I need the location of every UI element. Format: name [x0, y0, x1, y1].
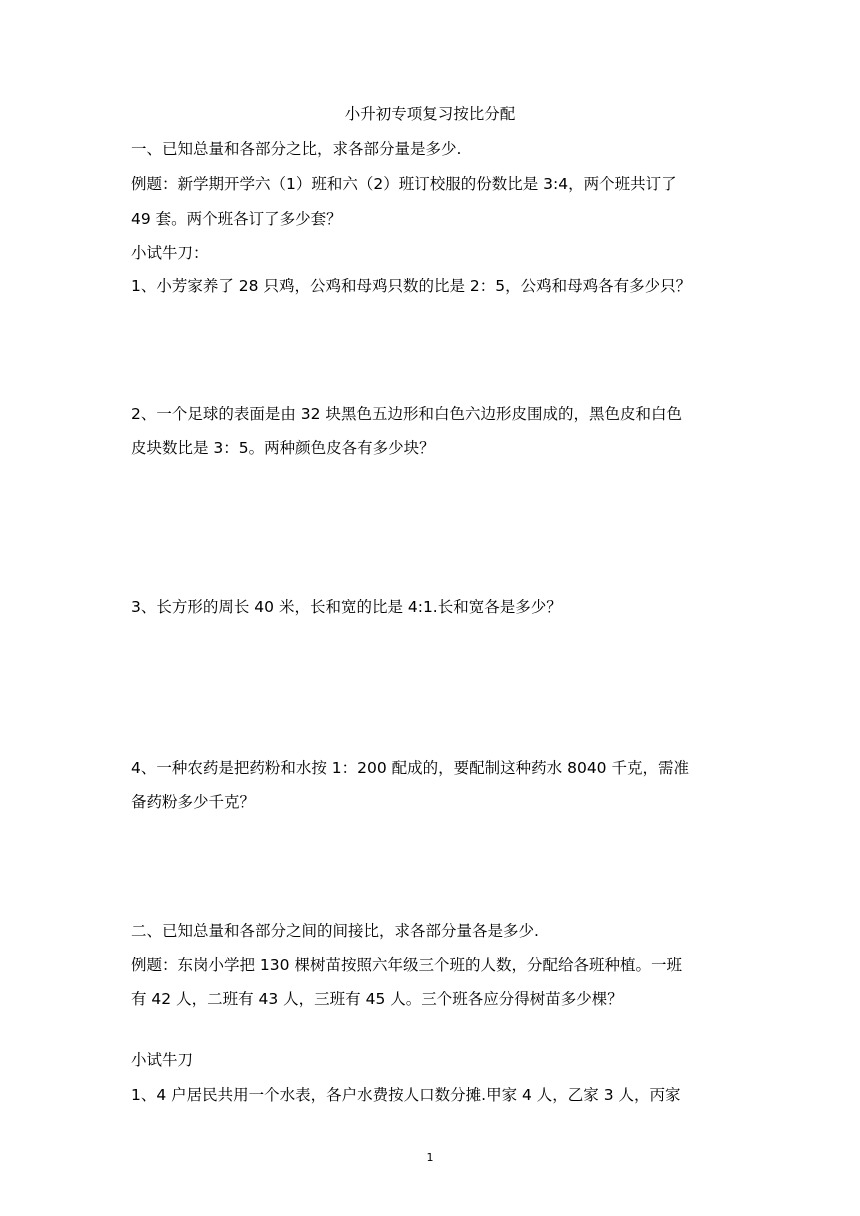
section1-question2-line1: 2、一个足球的表面是由 32 块黑色五边形和白色六边形皮围成的，黑色皮和白色 — [131, 405, 682, 423]
section2-practice-label: 小试牛刀 — [131, 1051, 194, 1069]
section1-example-line2: 49 套。两个班各订了多少套？ — [131, 210, 342, 228]
section1-question2-line2: 皮块数比是 3：5。两种颜色皮各有多少块？ — [131, 439, 435, 457]
section1-question3: 3、长方形的周长 40 米，长和宽的比是 4:1.长和宽各是多少？ — [131, 598, 562, 616]
section1-question1: 1、小芳家养了 28 只鸡，公鸡和母鸡只数的比是 2：5，公鸡和母鸡各有多少只？ — [131, 277, 692, 295]
section2-heading: 二、已知总量和各部分之间的间接比，求各部分量各是多少. — [131, 922, 539, 940]
section2-example-line2: 有 42 人，二班有 43 人，三班有 45 人。三个班各应分得树苗多少棵？ — [131, 990, 623, 1008]
page-number: 1 — [426, 1151, 434, 1164]
section2-example-line1: 例题：东岗小学把 130 棵树苗按照六年级三个班的人数，分配给各班种植。一班 — [131, 956, 682, 974]
section1-question4-line1: 4、一种农药是把药粉和水按 1：200 配成的，要配制这种药水 8040 千克，需准 — [131, 759, 689, 777]
section1-heading: 一、已知总量和各部分之比，求各部分量是多少. — [131, 140, 462, 158]
document-title: 小升初专项复习按比分配 — [344, 105, 516, 123]
section1-example-line1: 例题：新学期开学六（1）班和六（2）班订校服的份数比是 3:4，两个班共订了 — [131, 175, 677, 193]
section1-practice-label: 小试牛刀： — [131, 244, 209, 262]
section2-question1-line1: 1、4 户居民共用一个水表，各户水费按人口数分摊.甲家 4 人，乙家 3 人，丙家 — [131, 1086, 681, 1104]
section1-question4-line2: 备药粉多少千克？ — [131, 793, 256, 811]
